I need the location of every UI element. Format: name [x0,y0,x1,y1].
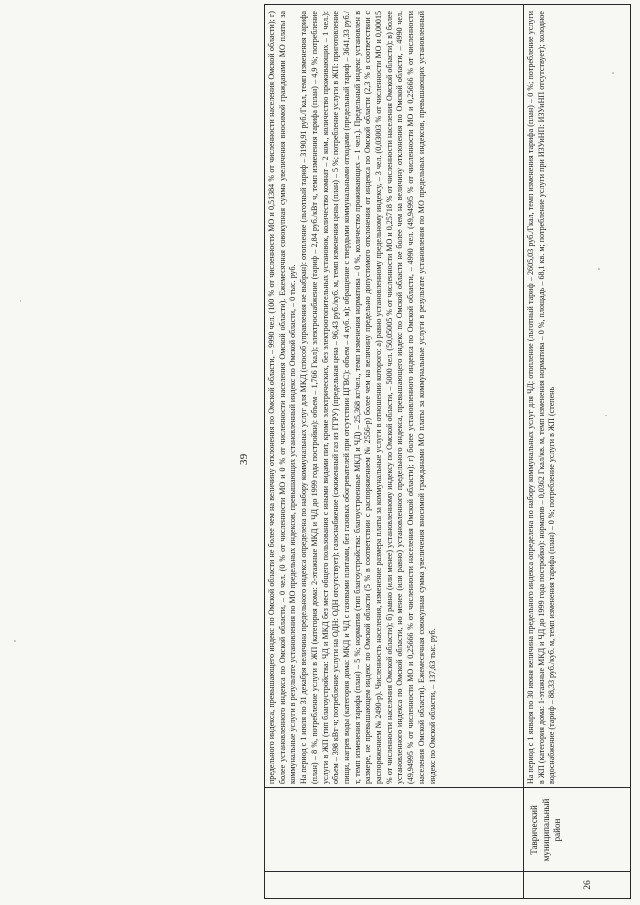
row-divider [523,5,524,898]
row-number [265,872,523,898]
paragraph: На период с 1 июля по 31 декабря величина предельного индекса определена по набору коммунальных услуг для МКД (способ управления не выбран): отопление (льготный тариф – 3190,91 руб./Гкал, темп изменения тарифа (план) – 8 %, потребление услуги в ЖП (категория дома: 2-этажные МКД и ЧД до 1999 года постройки): объем – 1,766 Гкал); электроснабжение (тариф – 2,84 руб./кВт ч, темп изменения тарифа (план) – 4,9 %; потребление услуги в ЖП (тип благоустройства: ЧД и МКД без мест общего пользования с иными видами пит, кроме электрических, без электроотопительных установок, количество комнат – 2 ком., количество проживающих – 1 чел.): объем – 398 кВт·ч; потребление услуги на ОДН: ОДН отсутствует); газоснабжение (сжиженный газ из ГГРУ) (предельная цена – 96,43 руб./куб. м, темп изменения цены (план) – 5 %; потребление услуги в ЖП: приготовление пищи, нагрев воды (категория дома: МКД и ЧД с газовыми плитами, без газовых обогревателей при отсутствии ЦГВС): объем – 4 куб. м); обращение с твердыми коммунальными отходами (предельный тариф – 3641,33 руб./т, темп изменения тарифа (план) – 5 %; норматив (тип благоустройства: благоустроенные МКД и ЧД) – 25,368 кг/чел., темп изменения норматива – 0 %, количество проживающих – 1 чел.). Предельный индекс установлен в размере, не превышающем индекс по Омской области (5 % в соответствии с распоряжением № 2556-р) более чем на величину предельно допустимого отклонения от индекса по Омской области (2,3 % в соответствии с распоряжением № 2490-р). Численность населения, изменение размера платы за коммунальные услуги в отношении которого: а) равно установленному предельному индексу, – 3 чел. (0,03003 % от численности МО и 0,00015 % от численности населения Омской области); б) равно (или менее) установленному индексу по Омской области, – 5000 чел. (50,05005 % от численности МО и 0,25718 % от численности населения Омской области); в) более установленного индекса по Омской области, но менее (или равно) установленного предельного индекса, превышающего индекс по Омской области не более чем на величину отклонения по Омской области, – 4990 чел. (49,94995 % от численности МО и 0,25666 % от численности населения Омской области); г) более установленного индекса по Омской области, – 4990 чел. (49,94995 % от численности МО и 0,25666 % от численности населения Омской области). Ежемесячная совокупная сумма увеличения вносимой гражданами МО платы за коммунальные услуги в результате установления по МО предельных индексов, превышающих установленный индекс по Омской области, – 137,63 тыс. руб. [299,11,437,784]
row-number: 26 [583,880,593,890]
paragraph: предельного индекса, превышающего индекс по Омской области не более чем на величину отклонения по Омской области, – 9990 чел. (100 % от численности МО и 0,51384 % от численности населения Омской области); г) более установленного индекса по Омской области, – 0 чел. (0 % от численности МО и 0 % от численности населения Омской области). Ежемесячная совокупная сумма увеличения вносимой гражданами МО платы за коммунальные услуги в результате установления по МО предельных индексов, превышающих установленный индекс по Омской области, – 0 тыс. руб. [267,11,298,784]
column-divider [265,787,630,788]
row-text [267,11,522,784]
municipality-name: Таврический муниципальный район [529,798,562,862]
page-number: 39 [238,453,250,465]
paragraph: На период с 1 января по 30 июня величина предельного индекса определена по набору коммунальных услуг для ЧД: отопление (льготный тариф – 2605,03 руб./Гкал, темп изменения тарифа (план) – 0 %; потребление услуги в ЖП (категория дома: 1-этажные МКД и ЧД до 1999 года постройки): норматив – 0,0362 Гкал/кв. м, темп изменения норматива – 0 %, площадь – 68,1 кв. м; потребление услуги при ИЗУиНП: ИЗУиНП отсутствует); холодное водоснабжение (тариф – 88,33 руб./куб. м, темп изменения тарифа (план) – 0 %; потребление услуги в ЖП (степень [526,11,557,784]
row-text [526,11,629,784]
table [264,4,631,899]
